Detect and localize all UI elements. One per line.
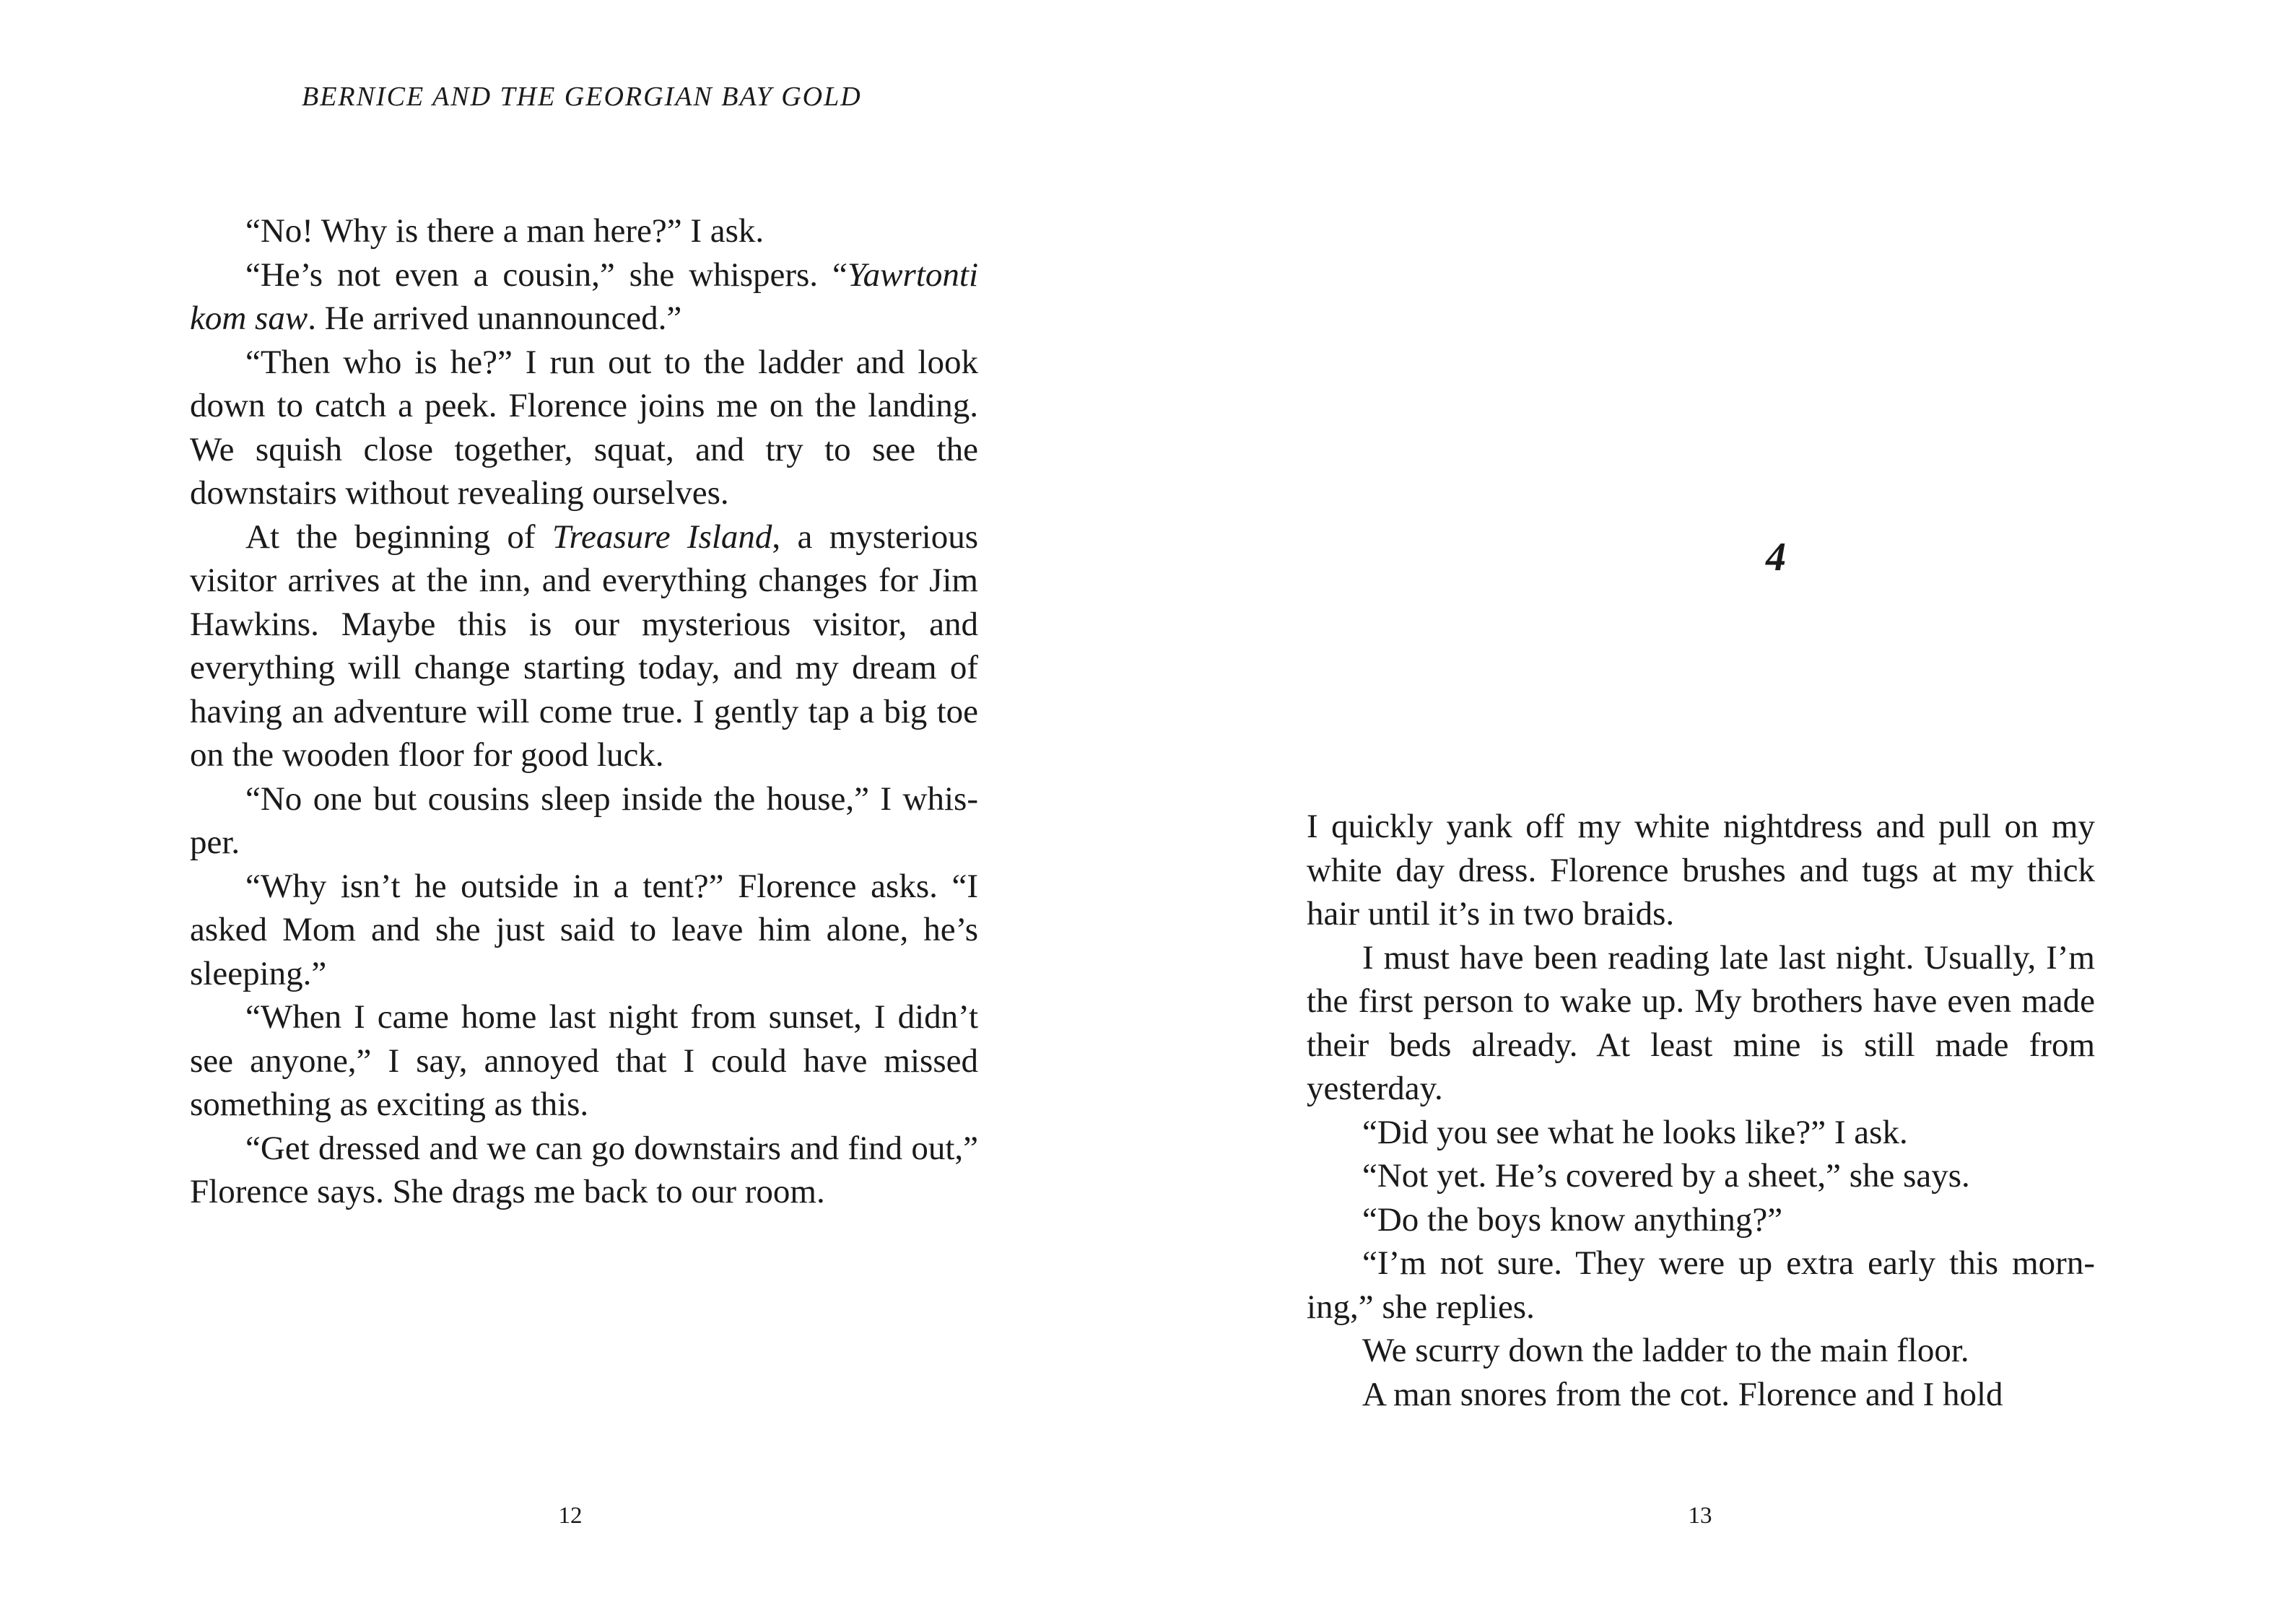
paragraph: “Did you see what he looks like?” I ask. [1362, 1113, 1908, 1151]
paragraph: I quickly yank off my white nightdress and pull on my white day dress. Florence brushes and tugs at my thick hair until it’s in two braids. [1307, 808, 2095, 933]
paragraph: “Get dressed and we can go downstairs and find out,” Florence says. She drags me back to our room. [190, 1129, 978, 1210]
paragraph: “Then who is he?” I run out to the ladder and look down to catch a peek. Florence joins me on the landing. We squish close together, squat, and try to see the downstairs without revealing ourselves. [190, 343, 978, 512]
chapter-number: 4 [1766, 535, 1786, 580]
right-page [1137, 0, 2274, 1624]
paragraph: At the beginning of Treasure Island, a mysterious visitor arrives at the inn, and everything changes for Jim Hawkins. Maybe this is our mysterious visitor, and everything will change starting today, and my dream of having an adventure will come true. I gently tap a big toe on the wooden floor for good luck. [190, 518, 978, 774]
paragraph: We scurry down the ladder to the main floor. [1362, 1332, 1969, 1369]
left-page-body [190, 209, 978, 1214]
paragraph: A man snores from the cot. Florence and I hold [1362, 1375, 2003, 1413]
paragraph: “Not yet. He’s covered by a sheet,” she says. [1362, 1157, 1970, 1195]
page-number: 13 [1688, 1503, 1712, 1529]
paragraph: “Do the boys know anything?” [1362, 1200, 1783, 1239]
running-head: BERNICE AND THE GEORGIAN BAY GOLD [302, 82, 862, 112]
paragraph: “No! Why is there a man here?” I ask. [245, 212, 764, 250]
paragraph: “Why isn’t he outside in a tent?” Florence asks. “I asked Mom and she just said to leave him alone, he’s sleeping.” [190, 867, 978, 992]
paragraph: “No one but cousins sleep inside the house,” I whisper. [190, 780, 978, 861]
paragraph: “He’s not even a cousin,” she whispers. “Yawrtonti kom saw. He arrived unannounced.” [190, 256, 978, 337]
page-number: 12 [558, 1503, 583, 1529]
paragraph: “I’m not sure. They were up extra early this morning,” she replies. [1307, 1244, 2095, 1326]
right-page-body [1307, 805, 2095, 1416]
paragraph: I must have been reading late last night. Usually, I’m the first person to wake up. My brothers have even made their beds already. At least mine is still made from yesterday. [1307, 938, 2095, 1107]
paragraph: “When I came home last night from sunset, I didn’t see anyone,” I say, annoyed that I could have missed something as exciting as this. [190, 998, 978, 1123]
